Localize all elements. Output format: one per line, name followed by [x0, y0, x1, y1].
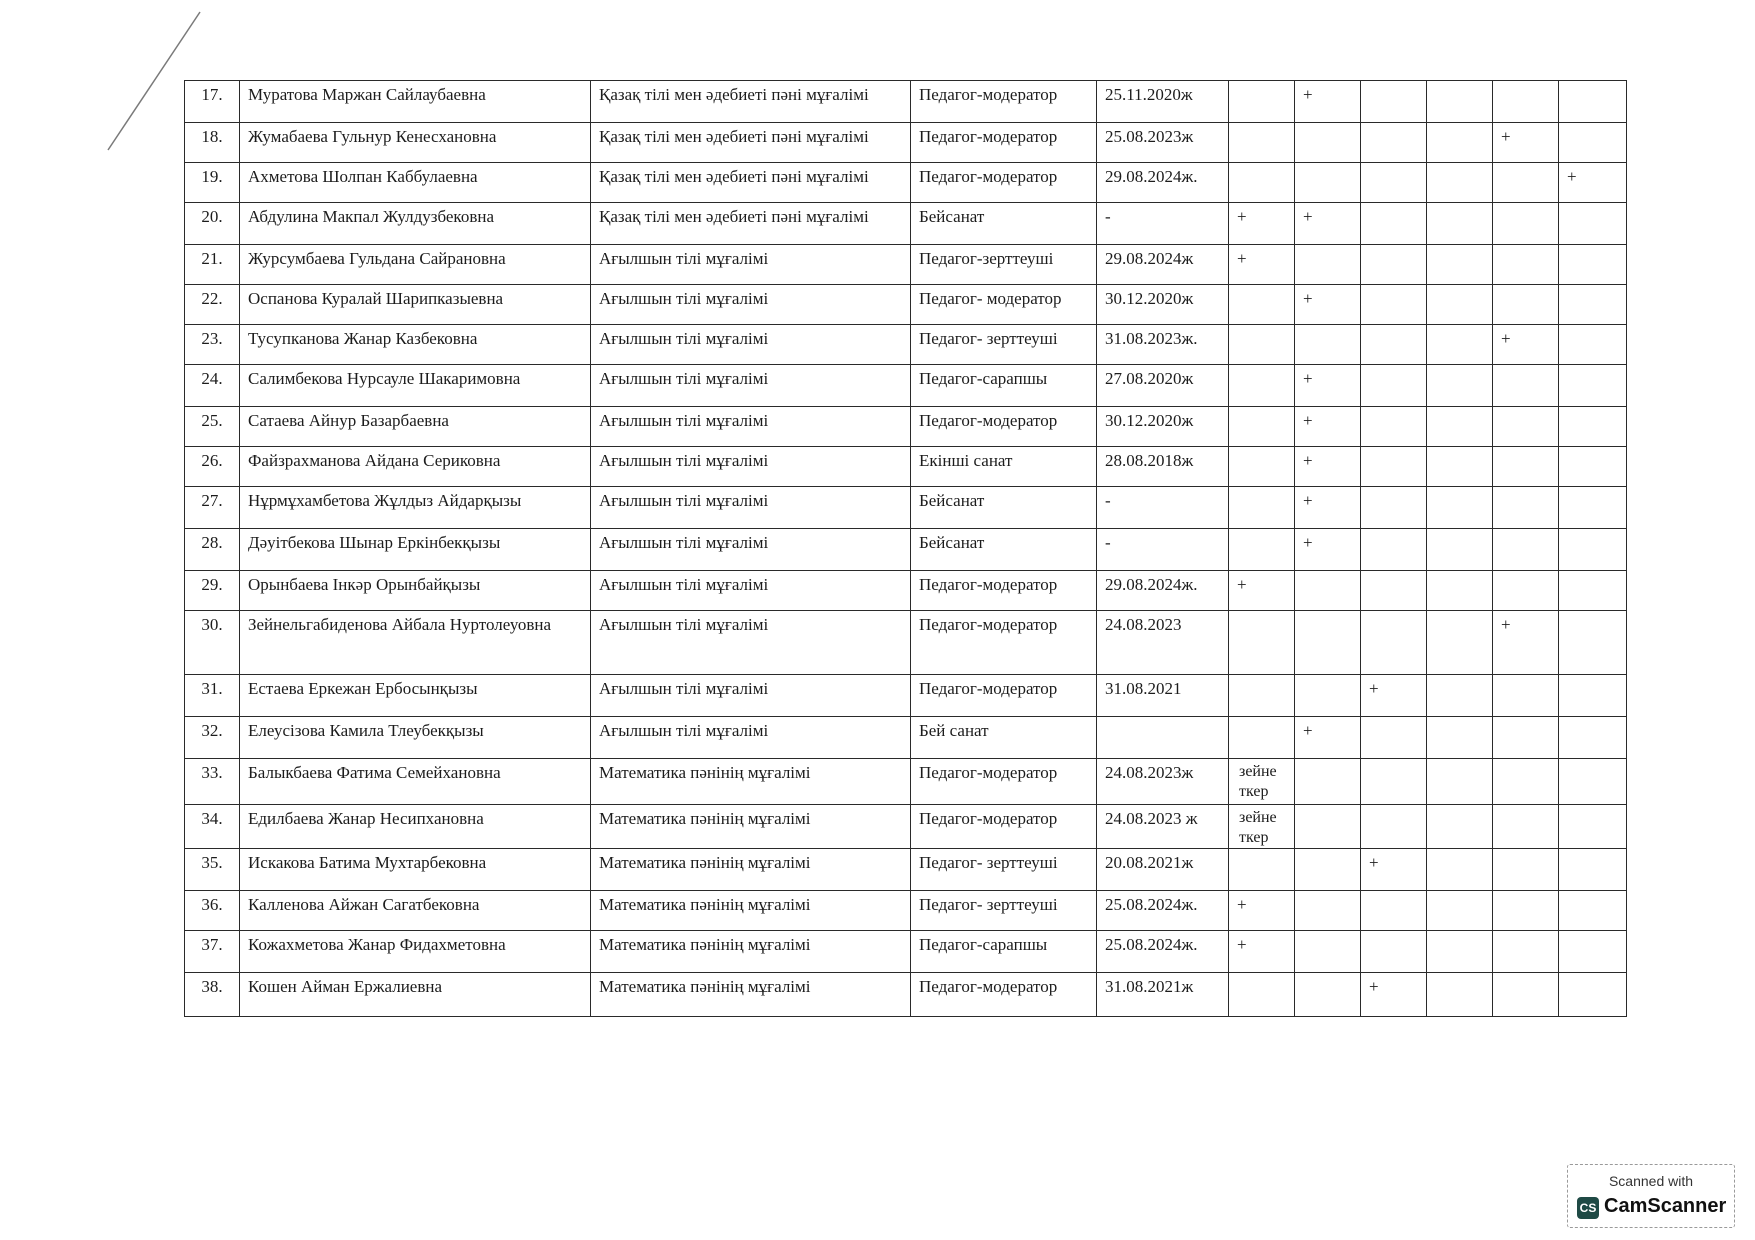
- mark-cell: [1427, 891, 1493, 931]
- mark-cell: +: [1295, 407, 1361, 447]
- table-row: [185, 245, 1627, 285]
- teacher-name: Файзрахманова Айдана Сериковна: [240, 447, 591, 487]
- teacher-name: Ахметова Шолпан Каббулаевна: [240, 163, 591, 203]
- mark-cell: [1493, 81, 1559, 123]
- row-number: 27.: [185, 487, 240, 529]
- category-date: -: [1097, 487, 1229, 529]
- teacher-name: Калленова Айжан Сагатбековна: [240, 891, 591, 931]
- mark-cell: +: [1295, 285, 1361, 325]
- mark-cell: [1229, 81, 1295, 123]
- camscanner-brand: CamScanner: [1604, 1195, 1727, 1217]
- row-number: 21.: [185, 245, 240, 285]
- mark-cell: [1427, 365, 1493, 407]
- mark-cell: [1559, 849, 1627, 891]
- qualification-category: Бейсанат: [911, 487, 1097, 529]
- subject: Ағылшын тілі мұғалімі: [591, 487, 911, 529]
- mark-cell: [1559, 611, 1627, 675]
- mark-cell: [1427, 717, 1493, 759]
- qualification-category: Педагог-сарапшы: [911, 365, 1097, 407]
- row-number: 34.: [185, 805, 240, 849]
- mark-cell: [1361, 203, 1427, 245]
- teacher-name: Кожахметова Жанар Фидахметовна: [240, 931, 591, 973]
- teacher-name: Дәуітбекова Шынар Еркінбекқызы: [240, 529, 591, 571]
- teacher-name: Салимбекова Нурсауле Шакаримовна: [240, 365, 591, 407]
- mark-cell: [1295, 759, 1361, 805]
- row-number: 35.: [185, 849, 240, 891]
- mark-cell: [1295, 849, 1361, 891]
- category-date: 29.08.2024ж: [1097, 245, 1229, 285]
- table-row: [185, 81, 1627, 123]
- roster-body: [185, 81, 1627, 1017]
- table-row: [185, 891, 1627, 931]
- mark-cell: [1229, 529, 1295, 571]
- mark-cell: [1295, 325, 1361, 365]
- mark-cell: [1427, 81, 1493, 123]
- camscanner-watermark: [1567, 1164, 1735, 1228]
- category-date: 31.08.2021: [1097, 675, 1229, 717]
- mark-cell: [1559, 931, 1627, 973]
- mark-cell: [1229, 849, 1295, 891]
- mark-cell: [1427, 849, 1493, 891]
- mark-cell: [1559, 973, 1627, 1017]
- qualification-category: Педагог-модератор: [911, 571, 1097, 611]
- subject: Ағылшын тілі мұғалімі: [591, 447, 911, 487]
- mark-cell: +: [1295, 447, 1361, 487]
- table-row: [185, 123, 1627, 163]
- subject: Ағылшын тілі мұғалімі: [591, 611, 911, 675]
- subject: Математика пәнінің мұғалімі: [591, 805, 911, 849]
- category-date: 25.08.2024ж.: [1097, 891, 1229, 931]
- row-number: 32.: [185, 717, 240, 759]
- mark-cell: +: [1295, 529, 1361, 571]
- table-row: [185, 759, 1627, 805]
- category-date: 28.08.2018ж: [1097, 447, 1229, 487]
- mark-cell: зейне ткер: [1229, 759, 1295, 805]
- subject: Қазақ тілі мен әдебиеті пәні мұғалімі: [591, 81, 911, 123]
- mark-cell: [1559, 365, 1627, 407]
- category-date: 30.12.2020ж: [1097, 285, 1229, 325]
- mark-cell: [1493, 717, 1559, 759]
- teacher-name: Естаева Еркежан Ербосынқызы: [240, 675, 591, 717]
- mark-cell: +: [1229, 245, 1295, 285]
- table-row: [185, 407, 1627, 447]
- mark-cell: [1361, 759, 1427, 805]
- subject: Ағылшын тілі мұғалімі: [591, 675, 911, 717]
- mark-cell: [1493, 245, 1559, 285]
- row-number: 37.: [185, 931, 240, 973]
- mark-cell: [1559, 407, 1627, 447]
- mark-cell: +: [1229, 891, 1295, 931]
- qualification-category: Екінші санат: [911, 447, 1097, 487]
- mark-cell: [1361, 285, 1427, 325]
- qualification-category: Педагог-модератор: [911, 81, 1097, 123]
- mark-cell: +: [1229, 571, 1295, 611]
- mark-cell: [1229, 325, 1295, 365]
- mark-cell: [1559, 805, 1627, 849]
- mark-cell: +: [1559, 163, 1627, 203]
- mark-cell: [1295, 805, 1361, 849]
- qualification-category: Педагог-модератор: [911, 611, 1097, 675]
- category-date: 24.08.2023ж: [1097, 759, 1229, 805]
- mark-cell: [1559, 891, 1627, 931]
- mark-cell: [1493, 529, 1559, 571]
- mark-cell: [1229, 163, 1295, 203]
- mark-cell: [1361, 571, 1427, 611]
- mark-cell: [1427, 203, 1493, 245]
- subject: Қазақ тілі мен әдебиеті пәні мұғалімі: [591, 123, 911, 163]
- row-number: 30.: [185, 611, 240, 675]
- row-number: 31.: [185, 675, 240, 717]
- table-row: [185, 447, 1627, 487]
- mark-cell: [1427, 325, 1493, 365]
- qualification-category: Педагог-модератор: [911, 163, 1097, 203]
- table-row: [185, 571, 1627, 611]
- subject: Ағылшын тілі мұғалімі: [591, 325, 911, 365]
- teacher-name: Зейнельгабиденова Айбала Нуртолеуовна: [240, 611, 591, 675]
- mark-cell: [1295, 163, 1361, 203]
- mark-cell: +: [1295, 717, 1361, 759]
- subject: Қазақ тілі мен әдебиеті пәні мұғалімі: [591, 163, 911, 203]
- qualification-category: Педагог-модератор: [911, 759, 1097, 805]
- mark-cell: [1559, 285, 1627, 325]
- category-date: 27.08.2020ж: [1097, 365, 1229, 407]
- mark-cell: [1361, 529, 1427, 571]
- table-row: [185, 931, 1627, 973]
- qualification-category: Бей санат: [911, 717, 1097, 759]
- mark-cell: +: [1229, 203, 1295, 245]
- teacher-name: Едилбаева Жанар Несипхановна: [240, 805, 591, 849]
- teacher-name: Оспанова Куралай Шарипказыевна: [240, 285, 591, 325]
- mark-cell: +: [1493, 611, 1559, 675]
- category-date: 31.08.2021ж: [1097, 973, 1229, 1017]
- mark-cell: [1427, 163, 1493, 203]
- mark-cell: [1559, 447, 1627, 487]
- mark-cell: [1361, 611, 1427, 675]
- row-number: 24.: [185, 365, 240, 407]
- teacher-name: Муратова Маржан Сайлаубаевна: [240, 81, 591, 123]
- category-date: 30.12.2020ж: [1097, 407, 1229, 447]
- category-date: -: [1097, 529, 1229, 571]
- mark-cell: [1229, 447, 1295, 487]
- mark-cell: [1361, 447, 1427, 487]
- mark-cell: [1427, 611, 1493, 675]
- camscanner-logo-icon: CS: [1577, 1197, 1599, 1219]
- mark-cell: [1229, 973, 1295, 1017]
- mark-cell: [1229, 717, 1295, 759]
- mark-cell: +: [1229, 931, 1295, 973]
- mark-cell: [1361, 81, 1427, 123]
- mark-cell: [1229, 487, 1295, 529]
- mark-cell: [1493, 203, 1559, 245]
- table-row: [185, 973, 1627, 1017]
- subject: Ағылшын тілі мұғалімі: [591, 245, 911, 285]
- mark-cell: [1559, 245, 1627, 285]
- table-row: [185, 717, 1627, 759]
- mark-cell: [1559, 325, 1627, 365]
- category-date: [1097, 717, 1229, 759]
- teacher-name: Сатаева Айнур Базарбаевна: [240, 407, 591, 447]
- table-row: [185, 675, 1627, 717]
- table-row: [185, 163, 1627, 203]
- row-number: 26.: [185, 447, 240, 487]
- row-number: 28.: [185, 529, 240, 571]
- mark-cell: [1559, 675, 1627, 717]
- subject: Қазақ тілі мен әдебиеті пәні мұғалімі: [591, 203, 911, 245]
- mark-cell: +: [1295, 203, 1361, 245]
- mark-cell: [1229, 611, 1295, 675]
- mark-cell: [1361, 245, 1427, 285]
- qualification-category: Педагог-модератор: [911, 407, 1097, 447]
- teacher-name: Орынбаева Інкәр Орынбайқызы: [240, 571, 591, 611]
- mark-cell: [1493, 487, 1559, 529]
- teacher-name: Абдулина Макпал Жулдузбековна: [240, 203, 591, 245]
- mark-cell: [1361, 931, 1427, 973]
- qualification-category: Педагог-зерттеуші: [911, 245, 1097, 285]
- mark-cell: +: [1295, 365, 1361, 407]
- qualification-category: Педагог-модератор: [911, 805, 1097, 849]
- mark-cell: [1229, 407, 1295, 447]
- mark-cell: [1361, 487, 1427, 529]
- row-number: 38.: [185, 973, 240, 1017]
- category-date: 31.08.2023ж.: [1097, 325, 1229, 365]
- mark-cell: [1493, 891, 1559, 931]
- category-date: 25.08.2023ж: [1097, 123, 1229, 163]
- mark-cell: [1229, 675, 1295, 717]
- subject: Математика пәнінің мұғалімі: [591, 759, 911, 805]
- subject: Математика пәнінің мұғалімі: [591, 891, 911, 931]
- mark-cell: [1559, 717, 1627, 759]
- table-row: [185, 285, 1627, 325]
- teacher-name: Нұрмұхамбетова Жұлдыз Айдарқызы: [240, 487, 591, 529]
- teacher-name: Тусупканова Жанар Казбековна: [240, 325, 591, 365]
- mark-cell: [1229, 285, 1295, 325]
- mark-cell: +: [1493, 123, 1559, 163]
- category-date: 20.08.2021ж: [1097, 849, 1229, 891]
- qualification-category: Педагог- зерттеуші: [911, 891, 1097, 931]
- mark-cell: [1427, 759, 1493, 805]
- mark-cell: [1427, 973, 1493, 1017]
- mark-cell: [1427, 805, 1493, 849]
- teacher-name: Кошен Айман Ержалиевна: [240, 973, 591, 1017]
- mark-cell: [1559, 81, 1627, 123]
- mark-cell: [1427, 675, 1493, 717]
- qualification-category: Педагог-сарапшы: [911, 931, 1097, 973]
- row-number: 22.: [185, 285, 240, 325]
- table-row: [185, 611, 1627, 675]
- row-number: 19.: [185, 163, 240, 203]
- mark-cell: [1295, 675, 1361, 717]
- subject: Ағылшын тілі мұғалімі: [591, 529, 911, 571]
- subject: Ағылшын тілі мұғалімі: [591, 717, 911, 759]
- row-number: 25.: [185, 407, 240, 447]
- category-date: 29.08.2024ж.: [1097, 163, 1229, 203]
- mark-cell: [1361, 123, 1427, 163]
- category-date: 25.11.2020ж: [1097, 81, 1229, 123]
- mark-cell: [1493, 285, 1559, 325]
- mark-cell: [1361, 325, 1427, 365]
- mark-cell: [1427, 447, 1493, 487]
- mark-cell: [1559, 529, 1627, 571]
- teacher-name: Журсумбаева Гульдана Сайрановна: [240, 245, 591, 285]
- mark-cell: [1361, 891, 1427, 931]
- teacher-name: Жумабаева Гульнур Кенесхановна: [240, 123, 591, 163]
- mark-cell: [1559, 123, 1627, 163]
- row-number: 18.: [185, 123, 240, 163]
- mark-cell: [1361, 407, 1427, 447]
- mark-cell: [1559, 203, 1627, 245]
- teacher-name: Искакова Батима Мухтарбековна: [240, 849, 591, 891]
- row-number: 36.: [185, 891, 240, 931]
- table-row: [185, 487, 1627, 529]
- qualification-category: Педагог- зерттеуші: [911, 849, 1097, 891]
- mark-cell: [1493, 447, 1559, 487]
- row-number: 20.: [185, 203, 240, 245]
- teacher-roster-table: [184, 80, 1627, 1017]
- mark-cell: [1295, 611, 1361, 675]
- qualification-category: Педагог- зерттеуші: [911, 325, 1097, 365]
- mark-cell: [1493, 163, 1559, 203]
- mark-cell: [1295, 973, 1361, 1017]
- table-row: [185, 203, 1627, 245]
- category-date: 25.08.2024ж.: [1097, 931, 1229, 973]
- mark-cell: [1427, 571, 1493, 611]
- mark-cell: [1493, 759, 1559, 805]
- mark-cell: [1559, 571, 1627, 611]
- mark-cell: [1559, 759, 1627, 805]
- mark-cell: [1427, 285, 1493, 325]
- subject: Ағылшын тілі мұғалімі: [591, 285, 911, 325]
- mark-cell: [1361, 365, 1427, 407]
- mark-cell: [1559, 487, 1627, 529]
- table-row: [185, 529, 1627, 571]
- mark-cell: [1493, 365, 1559, 407]
- mark-cell: зейне ткер: [1229, 805, 1295, 849]
- mark-cell: [1361, 163, 1427, 203]
- mark-cell: [1295, 123, 1361, 163]
- row-number: 33.: [185, 759, 240, 805]
- mark-cell: [1295, 891, 1361, 931]
- mark-cell: [1361, 805, 1427, 849]
- mark-cell: [1427, 487, 1493, 529]
- row-number: 23.: [185, 325, 240, 365]
- mark-cell: +: [1361, 973, 1427, 1017]
- table-row: [185, 365, 1627, 407]
- qualification-category: Педагог-модератор: [911, 973, 1097, 1017]
- mark-cell: [1295, 571, 1361, 611]
- category-date: -: [1097, 203, 1229, 245]
- mark-cell: [1295, 931, 1361, 973]
- category-date: 24.08.2023: [1097, 611, 1229, 675]
- mark-cell: [1229, 123, 1295, 163]
- row-number: 29.: [185, 571, 240, 611]
- mark-cell: +: [1295, 81, 1361, 123]
- mark-cell: [1493, 849, 1559, 891]
- mark-cell: [1427, 123, 1493, 163]
- teacher-name: Балыкбаева Фатима Семейхановна: [240, 759, 591, 805]
- teacher-name: Елеусізова Камила Тлеубекқызы: [240, 717, 591, 759]
- mark-cell: [1229, 365, 1295, 407]
- mark-cell: [1493, 571, 1559, 611]
- mark-cell: [1493, 407, 1559, 447]
- mark-cell: [1493, 805, 1559, 849]
- mark-cell: [1427, 931, 1493, 973]
- mark-cell: +: [1493, 325, 1559, 365]
- qualification-category: Педагог-модератор: [911, 675, 1097, 717]
- mark-cell: [1493, 675, 1559, 717]
- qualification-category: Бейсанат: [911, 529, 1097, 571]
- table-row: [185, 805, 1627, 849]
- category-date: 29.08.2024ж.: [1097, 571, 1229, 611]
- mark-cell: [1427, 407, 1493, 447]
- subject: Математика пәнінің мұғалімі: [591, 849, 911, 891]
- mark-cell: [1427, 245, 1493, 285]
- mark-cell: +: [1295, 487, 1361, 529]
- subject: Ағылшын тілі мұғалімі: [591, 407, 911, 447]
- subject: Математика пәнінің мұғалімі: [591, 973, 911, 1017]
- subject: Математика пәнінің мұғалімі: [591, 931, 911, 973]
- subject: Ағылшын тілі мұғалімі: [591, 365, 911, 407]
- scanned-with-text: Scanned with: [1608, 1173, 1694, 1189]
- mark-cell: [1493, 973, 1559, 1017]
- table-row: [185, 325, 1627, 365]
- mark-cell: [1295, 245, 1361, 285]
- table-row: [185, 849, 1627, 891]
- qualification-category: Бейсанат: [911, 203, 1097, 245]
- mark-cell: +: [1361, 849, 1427, 891]
- row-number: 17.: [185, 81, 240, 123]
- mark-cell: [1427, 529, 1493, 571]
- category-date: 24.08.2023 ж: [1097, 805, 1229, 849]
- mark-cell: +: [1361, 675, 1427, 717]
- mark-cell: [1361, 717, 1427, 759]
- mark-cell: [1493, 931, 1559, 973]
- qualification-category: Педагог-модератор: [911, 123, 1097, 163]
- subject: Ағылшын тілі мұғалімі: [591, 571, 911, 611]
- qualification-category: Педагог- модератор: [911, 285, 1097, 325]
